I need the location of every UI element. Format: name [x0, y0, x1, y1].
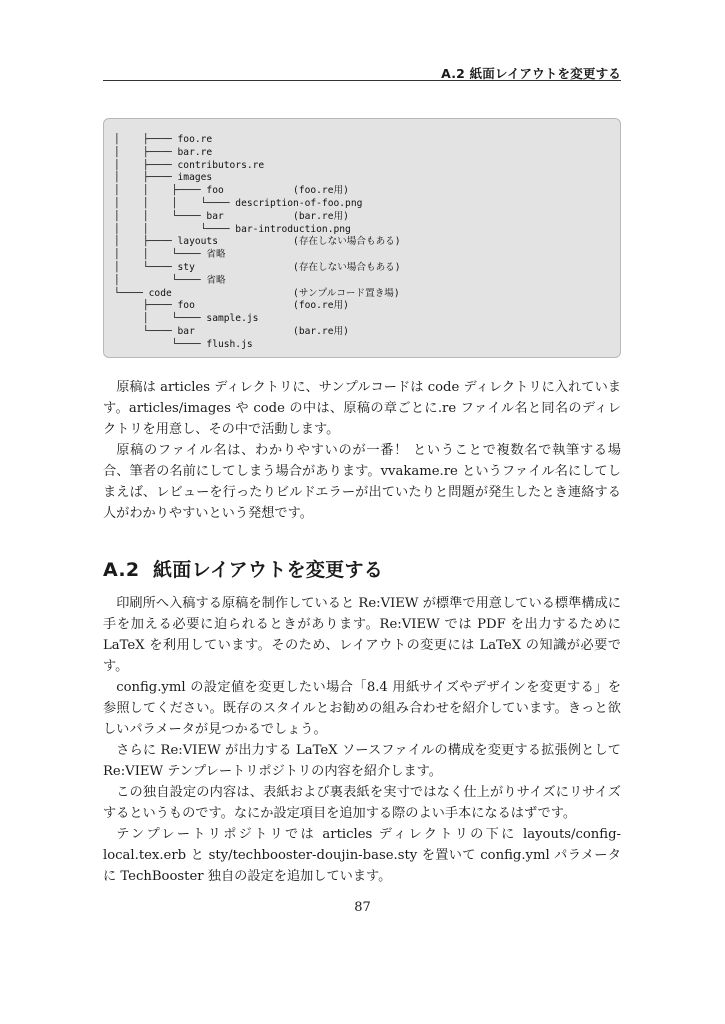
code-line: │ ├──── bar.re [114, 146, 213, 158]
section-body-text [103, 593, 621, 887]
code-line: │ ├──── images [114, 172, 213, 184]
code-line: │ └──── sample.js [114, 313, 259, 325]
section-number: A.2 [103, 559, 140, 581]
code-line: └──── code (サンプルコード置き場) [114, 287, 400, 299]
code-line: └──── bar (bar.re用) [114, 325, 349, 337]
page-number: 87 [354, 900, 371, 915]
code-line: │ ├──── foo.re [114, 134, 213, 145]
code-line: ├──── foo (foo.re用) [114, 300, 349, 312]
code-line: │ │ ├──── foo (foo.re用) [114, 185, 349, 197]
code-line: │ │ │ └──── description-of-foo.png [114, 197, 363, 209]
code-lines [114, 134, 401, 352]
directory-tree-code-block [103, 118, 621, 358]
section-paragraph-3: さらに Re:VIEW が出力する LaTeX ソースファイルの構成を変更する拡張例として Re:VIEW テンプレートリポジトリの内容を紹介します。 [103, 743, 621, 779]
header-rule [103, 80, 621, 81]
code-line: │ │ └──── bar (bar.re用) [114, 210, 349, 222]
section-title: 紙面レイアウトを変更する [153, 559, 384, 581]
section-paragraph-1: 印刷所へ入稿する原稿を制作していると Re:VIEW が標準で用意している標準構成に手を加える必要に迫られるときがあります。Re:VIEW では PDF を出力するために LaTeX を利用しています。そのため、レイアウトの変更には LaTeX の知識が必要です。 [103, 596, 621, 674]
code-line: │ │ └──── bar-introduction.png [114, 223, 351, 235]
intro-paragraph-2: 原稿のファイル名は、わかりやすいのが一番！ ということで複数名で執筆する場合、筆者の名前にしてしまう場合があります。vvakame.re というファイル名にしてしまえば、レビューを行ったりビルドエラーが出ていたりと問題が発生したとき連絡する人がわかりやすいという発想です。 [103, 443, 621, 521]
code-line: │ └──── 省略 [114, 274, 226, 286]
section-paragraph-5: テンプレートリポジトリでは articles ディレクトリの下に layouts/config-local.tex.erb と sty/techbooster-doujin-base.sty を置いて config.yml パラメータに TechBooster 独自の設定を追加しています。 [103, 827, 621, 884]
code-line: │ └──── sty (存在しない場合もある) [114, 261, 401, 273]
section-paragraph-2: config.yml の設定値を変更したい場合「8.4 用紙サイズやデザインを変更する」を参照してください。既存のスタイルとお勧めの組み合わせを紹介しています。きっと欲しいパラメータが見つかるでしょう。 [103, 680, 621, 737]
code-line: │ │ └──── 省略 [114, 249, 226, 261]
section-paragraph-4: この独自設定の内容は、表紙および裏表紙を実寸ではなく仕上がりサイズにリサイズするというものです。なにか設定項目を追加する際のよい手本になるはずです。 [103, 785, 621, 821]
code-line: │ ├──── contributors.re [114, 159, 265, 171]
section-heading [103, 555, 621, 582]
intro-paragraph-1: 原稿は articles ディレクトリに、サンプルコードは code ディレクトリに入れています。articles/images や code の中は、原稿の章ごとに.re ファイル名と同名のディレクトリを用意し、その中で活動します。 [103, 380, 621, 437]
running-header: A.2 紙面レイアウトを変更する [441, 66, 621, 81]
intro-text [103, 377, 621, 524]
code-line: │ ├──── layouts (存在しない場合もある) [114, 236, 401, 248]
code-line: └──── flush.js [114, 338, 253, 350]
